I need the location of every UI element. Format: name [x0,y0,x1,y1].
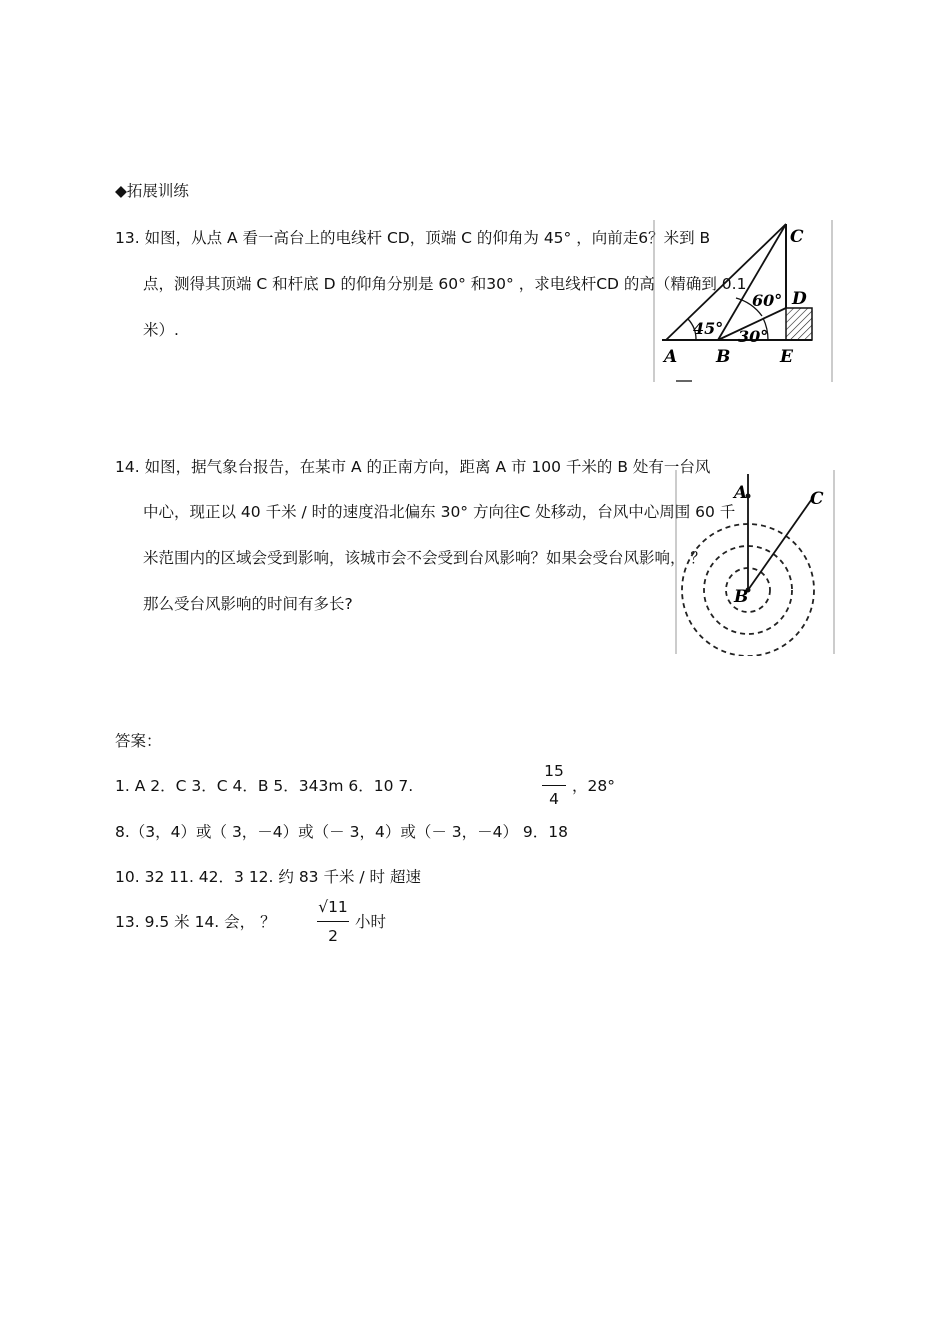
problem-14-line-1: 14. 如图，据气象台报告，在某市 A 的正南方向，距离 A 市 100 千米的 B 处有一台风 [115,458,711,476]
problem-14-line-4: 那么受台风影响的时间有多长? [143,595,353,613]
answer-row-3: 10. 32 11. 42．3 12. 约 83 千米 / 时 超速 [115,868,421,886]
problem-13-figure [652,216,834,384]
answer-14-fraction [313,898,353,950]
fraction-numerator: √11 [318,898,348,916]
fraction-numerator: 15 [544,762,564,780]
point-label-c: C [810,489,824,509]
point-label-a: A [734,483,748,503]
answer-row-1 [115,776,413,796]
answer-row-1-suffix: ，28° [572,777,615,795]
problem-13-line-1: 13. 如图，从点 A 看一高台上的电线杆 CD，顶端 C 的仰角为 45° ，向前走6？米到 B [115,229,711,247]
fraction-denominator: 2 [328,927,338,945]
answers-title: 答案： [115,732,162,750]
problem-14-line-3: 米范围内的区域会受到影响，该城市会不会受到台风影响？如果会受台风影响， ？ [143,549,706,567]
sight-line-ac [666,224,786,340]
answer-row-2: 8.（3，4）或（ 3，－4）或（－ 3，4）或（－ 3，－4） 9．18 [115,823,568,841]
answer-row-4-prefix: 13. 9.5 米 14. 会， ？ [115,913,276,931]
point-label-d: D [792,289,807,309]
typhoon-diagram [674,466,836,656]
sight-line-bc [718,224,786,340]
angle-label-b2: 30° [738,327,769,346]
fraction-denominator: 4 [549,790,559,808]
point-label-e: E [780,347,793,367]
section-title: ◆拓展训练 [115,182,189,200]
answer-row-1-prefix: 1. A 2．C 3．C 4．B 5．343m 6．10 7. [115,777,414,795]
point-label-c: C [790,227,804,247]
problem-14-figure [674,466,836,656]
point-label-b: B [734,587,749,607]
fraction-bar [542,785,566,786]
problem-14-line-2: 中心，现正以 40 千米 / 时的速度沿北偏东 30° 方向往C 处移动，台风中心周围 60 千 [143,503,736,521]
angle-label-a: 45° [693,319,724,338]
elevation-diagram [652,216,834,384]
fraction-bar [317,921,349,922]
point-label-a: A [664,347,678,367]
problem-13-line-3: 米）. [143,321,179,339]
answer-row-4-suffix: 小时 [355,913,387,931]
line-bc [748,496,814,590]
problem-13-line-2: 点，测得其顶端 C 和杆底 D 的仰角分别是 60° 和30° ，求电线杆CD 的高（精确到 0.1 [143,275,747,293]
platform [786,308,812,340]
angle-label-b1: 60° [752,291,783,310]
point-label-b: B [716,347,731,367]
answer-7-fraction [538,762,570,812]
